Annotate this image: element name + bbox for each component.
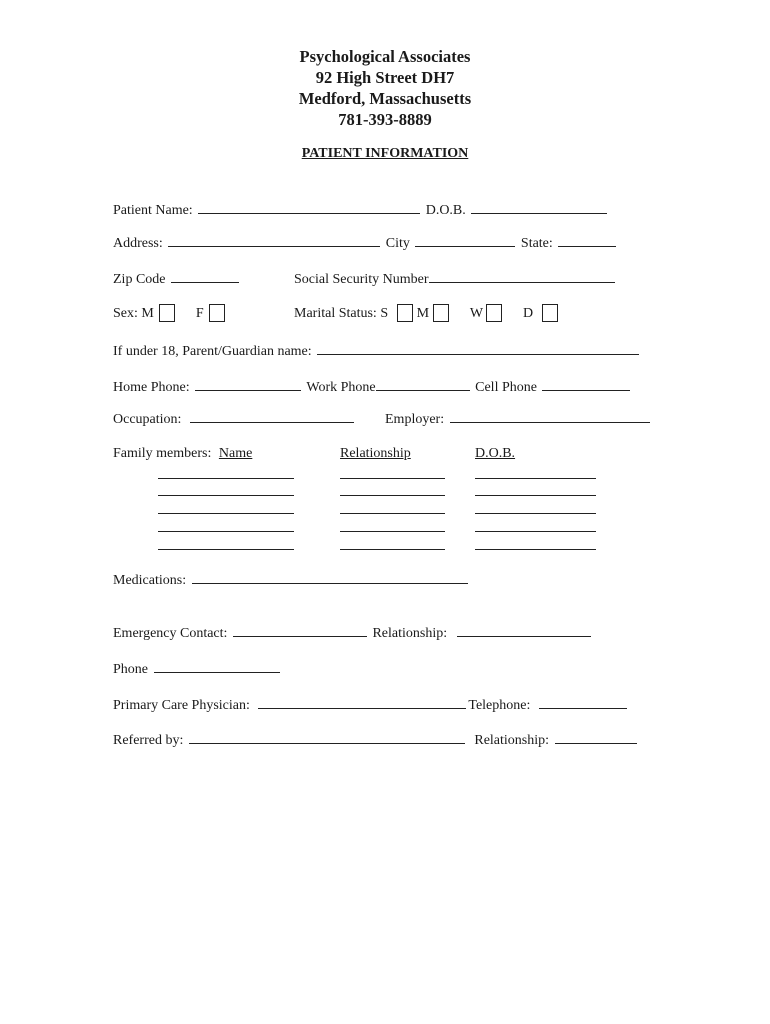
marital-m-label: M [416, 306, 430, 321]
guardian-field[interactable] [317, 340, 639, 355]
org-name: Psychological Associates [299, 47, 471, 66]
pcp-row [113, 694, 629, 714]
patient-name-label: Patient Name: [113, 203, 193, 218]
marital-label: Marital Status: [294, 306, 377, 321]
form-title: PATIENT INFORMATION [301, 146, 469, 161]
org-street: 92 High Street DH7 [315, 68, 455, 87]
employer-field[interactable] [450, 408, 650, 423]
marital-d-checkbox[interactable] [542, 304, 558, 322]
marital-d-label: D [523, 306, 534, 321]
state-label: State: [520, 236, 553, 251]
sex-m-checkbox[interactable] [159, 304, 175, 322]
family-members-row [113, 444, 252, 464]
marital-w-label: W [469, 306, 484, 321]
employer-label: Employer: [385, 412, 445, 427]
fm-relationship-field[interactable] [340, 531, 445, 532]
fm-name-field[interactable] [158, 531, 294, 532]
dob-label: D.O.B. [425, 203, 466, 218]
fm-dob-header: D.O.B. [475, 446, 516, 461]
occupation-row [113, 408, 356, 428]
org-city: Medford, Massachusetts [298, 89, 472, 108]
home-phone-field[interactable] [195, 376, 301, 391]
address-row [113, 232, 618, 252]
guardian-row [113, 340, 641, 360]
referred-row [113, 729, 639, 749]
ref-relationship-field[interactable] [555, 729, 637, 744]
marital-s-checkbox[interactable] [397, 304, 413, 322]
fm-dob-field[interactable] [475, 513, 596, 514]
fm-dob-field[interactable] [475, 531, 596, 532]
fm-name-header: Name [218, 446, 253, 461]
city-label: City [385, 236, 410, 251]
patient-name-field[interactable] [198, 199, 420, 214]
ssn-label: Social Security Number [294, 272, 429, 287]
sex-label: Sex: [113, 306, 138, 321]
city-field[interactable] [415, 232, 515, 247]
work-phone-field[interactable] [376, 376, 470, 391]
emergency-row [113, 622, 593, 642]
fm-dob-field[interactable] [475, 478, 596, 479]
marital-w-checkbox[interactable] [486, 304, 502, 322]
family-members-label: Family members: [113, 446, 212, 461]
fm-name-field[interactable] [158, 549, 294, 550]
ec-relationship-field[interactable] [457, 622, 591, 637]
emergency-contact-label: Emergency Contact: [113, 626, 228, 641]
cell-phone-label: Cell Phone [475, 380, 537, 395]
ref-relationship-label: Relationship: [474, 733, 550, 748]
medications-label: Medications: [113, 573, 187, 588]
state-field[interactable] [558, 232, 616, 247]
phone-label: Phone [113, 662, 148, 677]
address-label: Address: [113, 236, 163, 251]
fm-name-field[interactable] [158, 495, 294, 496]
phones-row [113, 376, 632, 396]
occupation-field[interactable] [190, 408, 354, 423]
pcp-field[interactable] [258, 694, 466, 709]
occupation-label: Occupation: [113, 412, 182, 427]
work-phone-label: Work Phone [306, 380, 376, 395]
fm-relationship-field[interactable] [340, 478, 445, 479]
referred-by-field[interactable] [189, 729, 465, 744]
fm-name-field[interactable] [158, 478, 294, 479]
home-phone-label: Home Phone: [113, 380, 190, 395]
org-phone: 781-393-8889 [338, 110, 432, 129]
fm-relationship-field[interactable] [340, 549, 445, 550]
medications-row [113, 569, 470, 589]
employer-row [385, 408, 652, 428]
fm-relationship-header: Relationship [340, 446, 411, 461]
address-field[interactable] [168, 232, 380, 247]
ssn-row [294, 268, 617, 288]
fm-dob-field[interactable] [475, 495, 596, 496]
referred-by-label: Referred by: [113, 733, 184, 748]
phone-row [113, 658, 282, 678]
patient-name-row [113, 199, 609, 219]
pcp-label: Primary Care Physician: [113, 698, 250, 713]
fm-relationship-field[interactable] [340, 513, 445, 514]
emergency-contact-field[interactable] [233, 622, 367, 637]
fm-name-field[interactable] [158, 513, 294, 514]
fm-dob-field[interactable] [475, 549, 596, 550]
phone-field[interactable] [154, 658, 280, 673]
cell-phone-field[interactable] [542, 376, 630, 391]
sex-row [113, 304, 225, 324]
zip-row [113, 268, 241, 288]
zip-label: Zip Code [113, 272, 166, 287]
fm-relationship-field[interactable] [340, 495, 445, 496]
medications-field[interactable] [192, 569, 468, 584]
zip-field[interactable] [171, 268, 239, 283]
marital-s-label: S [380, 306, 389, 321]
telephone-field[interactable] [539, 694, 627, 709]
sex-f-checkbox[interactable] [209, 304, 225, 322]
dob-field[interactable] [471, 199, 607, 214]
marital-m-checkbox[interactable] [433, 304, 449, 322]
sex-f-label: F [195, 306, 204, 321]
marital-row [294, 304, 558, 324]
ec-relationship-label: Relationship: [372, 626, 448, 641]
sex-m-label: M [141, 306, 154, 321]
ssn-field[interactable] [429, 268, 615, 283]
telephone-label: Telephone: [468, 698, 531, 713]
guardian-label: If under 18, Parent/Guardian name: [113, 344, 312, 359]
